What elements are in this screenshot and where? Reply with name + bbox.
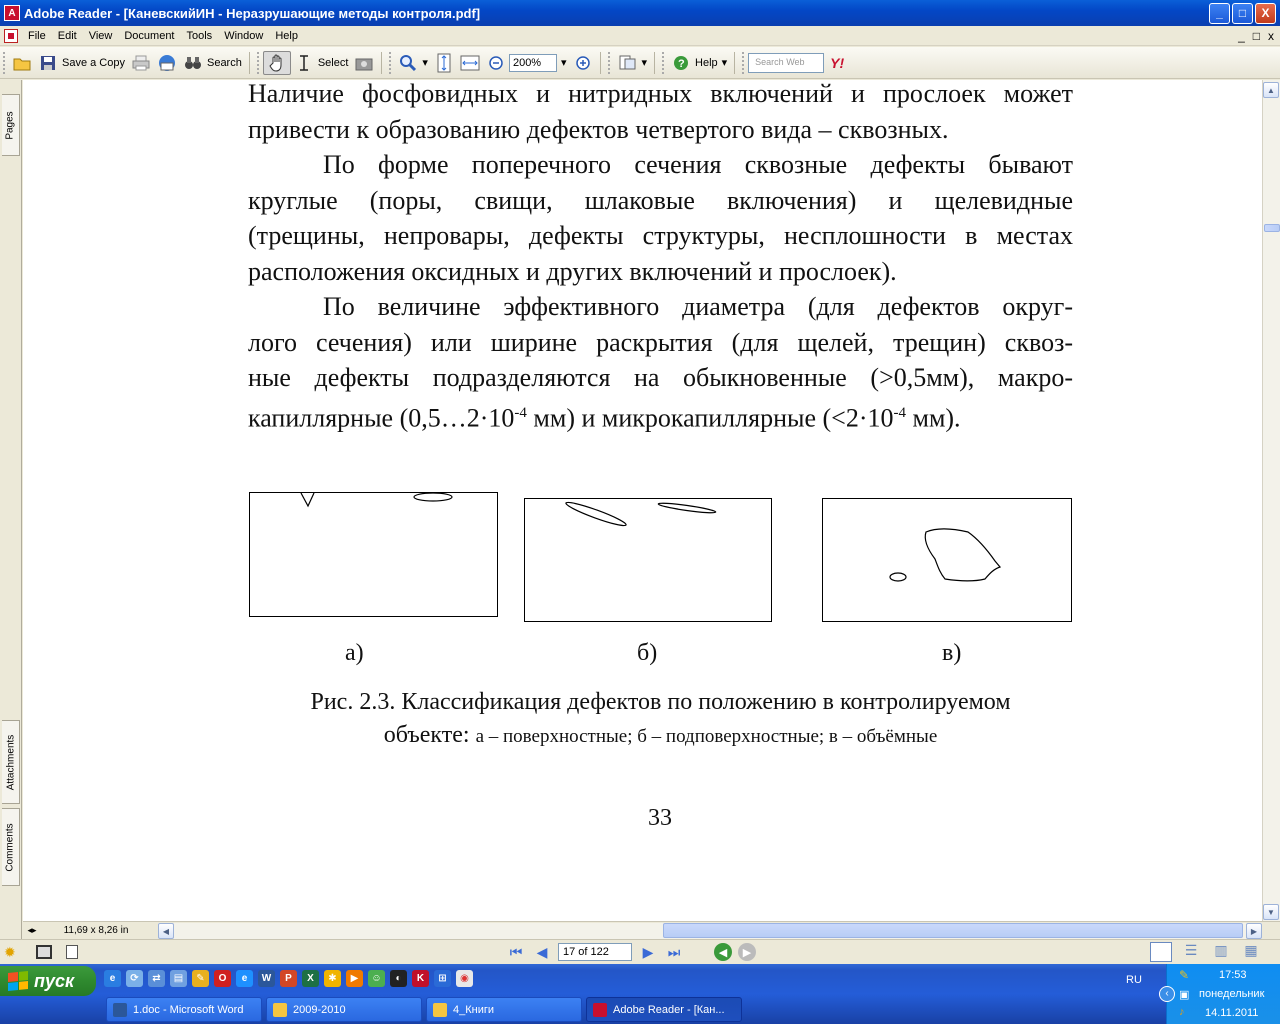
quick-launch — [104, 970, 473, 987]
toolbar-grip[interactable] — [742, 52, 745, 74]
menu-help[interactable]: Help — [275, 29, 298, 42]
start-button[interactable] — [0, 966, 96, 996]
paragraph-2 — [248, 147, 1073, 289]
text-line: По форме поперечного сечения сквозные дефекты бывают — [323, 150, 1073, 179]
text-fragment: мм) и микрокапиллярные (<2·10 — [526, 403, 894, 433]
toolbar-separator — [249, 52, 250, 74]
menu-window[interactable]: Window — [224, 29, 264, 42]
zoom-dropdown-chevron-icon[interactable]: ▾ — [560, 57, 567, 69]
fit-page-icon — [434, 53, 454, 73]
continuous-facing-layout-icon[interactable]: ▦ — [1244, 942, 1258, 958]
powerpoint-icon[interactable]: P — [280, 970, 297, 987]
menu-document[interactable]: Document — [124, 29, 175, 42]
help-button[interactable] — [668, 51, 730, 75]
notebook-icon[interactable]: ▤ — [170, 970, 187, 987]
text-line — [248, 396, 1073, 436]
screen-icon[interactable] — [36, 945, 52, 959]
text-line: По величине эффективного диаметра (для дефектов округ- — [323, 292, 1073, 321]
text-cursor-icon — [294, 53, 314, 73]
navigation-panel — [0, 80, 22, 940]
show-hidden-icons-icon[interactable]: ‹ — [1159, 986, 1175, 1002]
horizontal-scrollbar[interactable] — [158, 923, 1262, 939]
search-web-input[interactable]: Search Web — [748, 53, 824, 73]
pages-tab-label: Pages — [5, 110, 17, 140]
superscript: -4 — [893, 404, 906, 421]
zoom-out-icon — [486, 53, 506, 73]
magnifier-icon — [398, 53, 418, 73]
system-tray — [1166, 964, 1280, 1024]
adobe-reader-icon: A — [4, 5, 20, 21]
figure-v-volume-defects — [822, 498, 1072, 622]
toolbar-separator — [654, 52, 655, 74]
media-player-icon[interactable]: ▶ — [346, 970, 363, 987]
maximize-button[interactable]: □ — [1232, 3, 1253, 24]
toolbar-grip[interactable] — [3, 52, 6, 74]
page-number-input[interactable] — [558, 943, 632, 961]
scroll-up-button[interactable]: ▲ — [1263, 82, 1279, 98]
recycle-icon[interactable]: ⟳ — [126, 970, 143, 987]
printer-icon — [131, 53, 151, 73]
zoom-in-icon — [573, 53, 593, 73]
title-bar — [0, 0, 1280, 26]
folder-icon — [433, 1003, 447, 1017]
caption-line-2 — [248, 719, 1073, 753]
fit-page-button[interactable] — [431, 51, 457, 75]
previous-view-button[interactable]: ◀ — [714, 943, 732, 961]
floppy-disk-icon — [38, 53, 58, 73]
text-line: лого сечения) или ширине раскрытия (для щелей, трещин) сквоз- — [248, 327, 1073, 357]
page-number: 33 — [648, 805, 672, 831]
text-line: расположения оксидных и других включений и прослоек). — [248, 256, 897, 286]
figure-a-surface-defects — [249, 492, 498, 617]
ie-icon[interactable]: e — [104, 970, 121, 987]
attachments-tab-label: Attachments — [5, 734, 16, 790]
select-tool-button[interactable] — [291, 51, 352, 75]
tray-flag-icon[interactable]: ✎ — [1179, 968, 1190, 982]
excel-icon[interactable]: X — [302, 970, 319, 987]
pencil-icon[interactable]: ✎ — [192, 970, 209, 987]
horizontal-bar — [23, 921, 1280, 939]
document-view[interactable] — [23, 80, 1262, 921]
page-layout-buttons — [1150, 942, 1262, 962]
figure-b-drawing — [525, 499, 773, 623]
doc-close-button[interactable]: x — [1268, 28, 1274, 43]
text-fragment: мм). — [905, 403, 961, 433]
hand-tool-button[interactable] — [263, 51, 291, 75]
menu-tools[interactable]: Tools — [186, 29, 213, 42]
network-icon[interactable]: ⇄ — [148, 970, 165, 987]
snapshot-button[interactable] — [351, 51, 377, 75]
previous-page-button[interactable]: ◀ — [536, 943, 548, 960]
pdf-page — [23, 80, 1262, 921]
zoom-tool-button[interactable] — [395, 51, 431, 75]
taskbar-item-folder-2009[interactable] — [266, 997, 422, 1022]
paint-icon[interactable]: ✱ — [324, 970, 341, 987]
minimize-button[interactable]: _ — [1209, 3, 1230, 24]
scroll-right-button[interactable]: ▶ — [1246, 923, 1262, 939]
toolbar-grip[interactable] — [608, 52, 611, 74]
zoom-in-button[interactable] — [570, 51, 596, 75]
help-icon — [671, 53, 691, 73]
comments-tab[interactable] — [2, 808, 20, 886]
scroll-left-button[interactable]: ◀ — [158, 923, 174, 939]
taskbar-item-adobe-reader[interactable] — [586, 997, 742, 1022]
folder-icon — [273, 1003, 287, 1017]
chevron-down-icon[interactable]: ▾ — [641, 57, 648, 69]
messenger-icon[interactable]: ☺ — [368, 970, 385, 987]
figure-a-drawing — [250, 493, 499, 618]
next-view-button[interactable]: ▶ — [738, 943, 756, 961]
figure-label-b: б) — [637, 640, 658, 666]
text-line: ные дефекты подразделяются на обыкновенные (>0,5мм), макро- — [248, 363, 1073, 392]
taskbar-item-folder-books[interactable] — [426, 997, 582, 1022]
paragraph-3 — [248, 289, 1073, 436]
folder-open-icon — [12, 53, 32, 73]
figure-caption — [248, 686, 1073, 753]
figure-b-subsurface-defects — [524, 498, 772, 622]
caption-legend: а – поверхностные; б – подповерхностные; в – объёмные — [475, 726, 938, 747]
chevron-down-icon[interactable]: ▾ — [422, 57, 428, 69]
tray-network-icon[interactable]: ▣ — [1179, 989, 1190, 1001]
text-line: круглые (поры, свищи, шлаковые включения) и щелевидные — [248, 185, 1073, 215]
lightbulb-icon[interactable]: ✹ — [4, 943, 16, 960]
windows-icon[interactable]: ⊞ — [434, 970, 451, 987]
kaspersky-icon[interactable]: K — [412, 970, 429, 987]
toolbar-separator — [600, 52, 601, 74]
email-globe-icon — [157, 53, 177, 73]
text-line: привести к образованию дефектов четвертого вида – сквозных. — [248, 114, 949, 144]
split-handle-icon[interactable]: ◂▸ — [27, 925, 37, 935]
page-nav-controls — [506, 942, 756, 962]
toolbar-grip[interactable] — [662, 52, 665, 74]
caption-text: объекте: — [383, 722, 476, 748]
toolbar — [0, 47, 1280, 79]
windows-flag-icon — [8, 971, 28, 991]
task-label: 2009-2010 — [293, 1003, 346, 1016]
vertical-scrollbar[interactable] — [1262, 80, 1280, 921]
save-copy-button[interactable] — [35, 51, 128, 75]
taskbar-item-word[interactable] — [106, 997, 262, 1022]
chrome-icon[interactable]: ◉ — [456, 970, 473, 987]
text-fragment: капиллярные (0,5…2·10 — [248, 403, 515, 433]
clock-date: 14.11.2011 — [1205, 1007, 1259, 1019]
task-label: 1.doc - Microsoft Word — [133, 1003, 244, 1016]
next-page-button[interactable]: ▶ — [642, 943, 654, 960]
toolbar-separator — [381, 52, 382, 74]
single-page-layout-icon[interactable] — [1150, 942, 1172, 962]
tray-volume-icon[interactable]: ♪ — [1179, 1006, 1185, 1018]
binoculars-icon — [183, 53, 203, 73]
attachments-tab[interactable] — [2, 720, 20, 804]
menu-bar — [0, 26, 1280, 46]
search-button[interactable] — [180, 51, 245, 75]
figure-label-a: а) — [345, 640, 364, 666]
hand-icon — [267, 53, 287, 73]
antivirus-icon[interactable]: ◐ — [390, 970, 407, 987]
zoom-out-button[interactable] — [483, 51, 509, 75]
yahoo-button[interactable] — [824, 51, 850, 75]
menu-file[interactable]: File — [28, 29, 46, 42]
toolbar-grip[interactable] — [389, 52, 392, 74]
clock-day: понедельник — [1199, 988, 1265, 1000]
toolbar-separator — [734, 52, 735, 74]
comments-tab-label: Comments — [5, 822, 17, 872]
facing-layout-icon[interactable]: ▥ — [1214, 942, 1228, 958]
opera-icon[interactable]: O — [214, 970, 231, 987]
page-view-icon[interactable] — [66, 945, 78, 959]
word-icon[interactable]: W — [258, 970, 275, 987]
select-label: Select — [317, 56, 349, 69]
vertical-scroll-thumb[interactable] — [1264, 224, 1280, 232]
page-navigation-bar — [0, 939, 1280, 964]
text-line: Наличие фосфовидных и нитридных включений и прослоек может — [248, 80, 1073, 108]
task-label: Adobe Reader - [Кан... — [613, 1003, 725, 1016]
save-copy-label: Save a Copy — [62, 56, 125, 69]
pdf-document-icon[interactable] — [4, 29, 18, 43]
horizontal-scroll-thumb[interactable] — [663, 923, 1243, 938]
search-label: Search — [206, 56, 242, 69]
first-page-button[interactable]: ⏮ — [509, 943, 523, 960]
page-size-label: 11,69 x 8,26 in — [63, 925, 129, 936]
camera-icon — [354, 53, 374, 73]
internet-explorer-icon[interactable]: e — [236, 970, 253, 987]
email-button[interactable] — [154, 51, 180, 75]
menu-view[interactable]: View — [88, 29, 113, 42]
chevron-down-icon[interactable]: ▾ — [721, 57, 728, 69]
superscript: -4 — [514, 404, 527, 421]
start-label: пуск — [34, 970, 75, 991]
caption-line-1: Рис. 2.3. Классификация дефектов по положению в контролируемом — [310, 689, 1011, 715]
open-button[interactable] — [9, 51, 35, 75]
last-page-button[interactable]: ⏭ — [667, 943, 681, 960]
figure-v-drawing — [823, 499, 1073, 623]
word-doc-icon — [113, 1003, 127, 1017]
clock-time[interactable]: 17:53 — [1219, 969, 1247, 981]
zoom-input[interactable] — [509, 54, 557, 72]
doc-minimize-button[interactable]: _ — [1238, 28, 1245, 43]
task-label: 4_Книги — [453, 1003, 495, 1016]
print-button[interactable] — [128, 51, 154, 75]
rotate-view-button[interactable] — [614, 51, 650, 75]
continuous-layout-icon[interactable]: ☰ — [1184, 942, 1198, 958]
menu-edit[interactable]: Edit — [57, 29, 77, 42]
help-label: Help — [695, 56, 718, 69]
toolbar-grip[interactable] — [257, 52, 260, 74]
yahoo-icon: Y! — [830, 54, 845, 71]
page-layout-icon — [617, 53, 637, 73]
windows-taskbar — [0, 964, 1280, 1024]
close-button[interactable]: X — [1255, 3, 1276, 24]
figure-label-v: в) — [942, 640, 962, 666]
scroll-down-button[interactable]: ▼ — [1263, 904, 1279, 920]
language-indicator[interactable]: RU — [1126, 974, 1142, 986]
text-line: (трещины, непровары, дефекты структуры, несплошности в местах — [248, 221, 1073, 250]
fit-width-icon — [460, 53, 480, 73]
doc-restore-button[interactable]: □ — [1252, 28, 1260, 43]
window-title: Adobe Reader - [КаневскийИН - Неразрушающие методы контроля.pdf] — [24, 5, 481, 21]
fit-width-button[interactable] — [457, 51, 483, 75]
svg-text:?: ? — [678, 57, 685, 70]
adobe-reader-icon — [593, 1003, 607, 1017]
paragraph-1 — [248, 80, 1073, 147]
pages-tab[interactable] — [2, 94, 20, 156]
